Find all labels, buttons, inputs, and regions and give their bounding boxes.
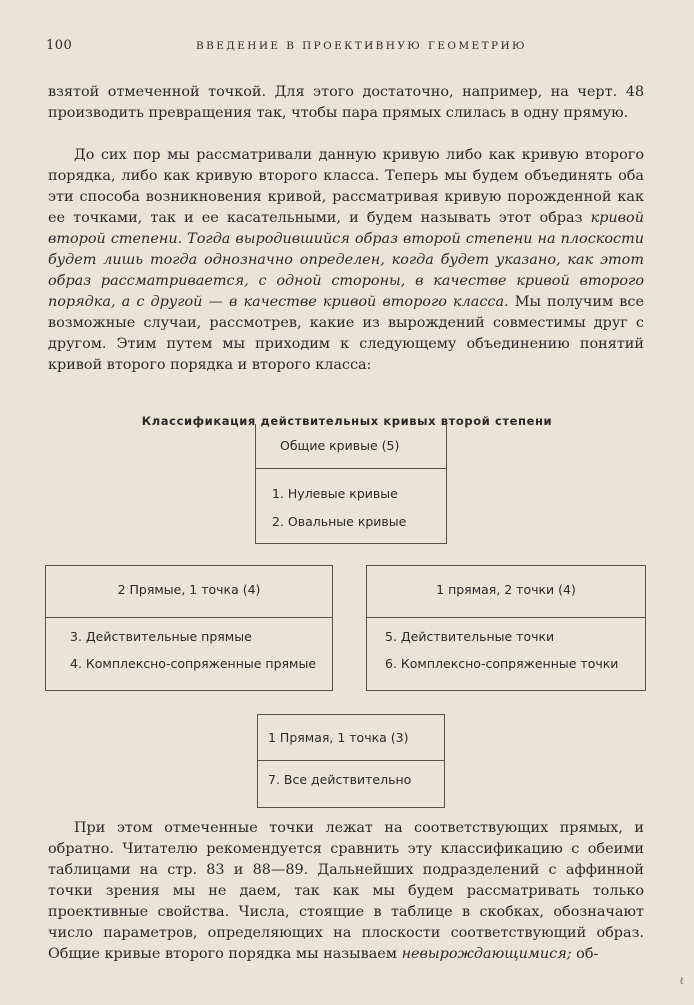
paragraph-text: взятой отмеченной точкой. Для этого достаточно, например, на черт. 48 производить превращения так, чтобы пара прямых слилась в одну прямую. [48,84,644,121]
italic-term: невырождающимися; [401,946,572,962]
table-head: 1 Прямая, 1 точка (3) [268,730,409,745]
divider [367,565,645,566]
divider [258,760,444,761]
divider [46,617,332,618]
italic-definition: кривой второй степени. Тогда выродившийся образ второй степени на плоскости будет лишь тогда однозначно определен, когда будет указано, как этот образ рассматривается, с одной стороны, в качестве кривой второго порядка, а с другой — в качестве кривой второго класса. [48,210,644,310]
table-two-lines-one-point [45,565,333,691]
divider [367,617,645,618]
paragraph-remarks [48,818,644,965]
text-run: об- [571,946,599,962]
divider [46,565,332,566]
paragraph-body [48,818,644,965]
running-head: ВВЕДЕНИЕ В ПРОЕКТИВНУЮ ГЕОМЕТРИЮ [196,40,527,52]
classification-title: Классификация действительных кривых второй степени [141,414,553,428]
page-header [46,38,644,58]
text-run: До сих пор мы рассматривали данную кривую либо как кривую второго порядка, либо как кривую второго класса. Теперь мы будем объединять оба эти способа возникновения кривой, рассматривая кривую порожденной как ее точками, так и ее касательными, и будем называть этот образ [48,147,644,226]
divider [46,690,332,691]
table-item: 3. Действительные прямые [70,629,252,644]
table-general-curves [255,424,447,544]
paragraph-degree-definition [48,145,644,376]
paragraph-continuation [48,82,644,124]
table-item: 6. Комплексно-сопряженные точки [385,656,619,671]
divider [256,543,446,544]
divider [256,468,446,469]
table-one-line-two-points [366,565,646,691]
table-item: 5. Действительные точки [385,629,555,644]
table-item: 4. Комплексно-сопряженные прямые [70,656,317,671]
table-head: 1 прямая, 2 точки (4) [436,582,576,597]
text-run: При этом отмеченные точки лежат на соответствующих прямых, и обратно. Читателю рекомендуется сравнить эту классификацию с обеими таблицами на стр. 83 и 88—89. Дальнейших подразделений с аффинной точки зрения мы не даем, так как мы будем рассматривать только проективные свойства. Числа, стоящие в таблице в скобках, обозначают число параметров, определяющих на плоскости соответствующий образ. Общие кривые второго порядка мы называем [48,820,644,962]
table-item: 7. Все действительно [268,772,412,787]
divider [258,714,444,715]
divider [258,807,444,808]
paragraph-body [48,145,644,376]
divider [367,690,645,691]
table-one-line-one-point [257,714,445,808]
table-head: 2 Прямые, 1 точка (4) [117,582,261,597]
table-item: 1. Нулевые кривые [272,486,398,501]
page-number: 100 [46,38,73,53]
text-run: Мы получим все возможные случаи, рассмотрев, какие из вырождений совместимы друг с другом. Этим путем мы приходим к следующему объединению понятий кривой второго порядка и второго класса: [48,294,644,373]
table-head: Общие кривые (5) [280,438,400,453]
table-item: 2. Овальные кривые [272,514,407,529]
footer-mark: ℓ [679,976,684,987]
